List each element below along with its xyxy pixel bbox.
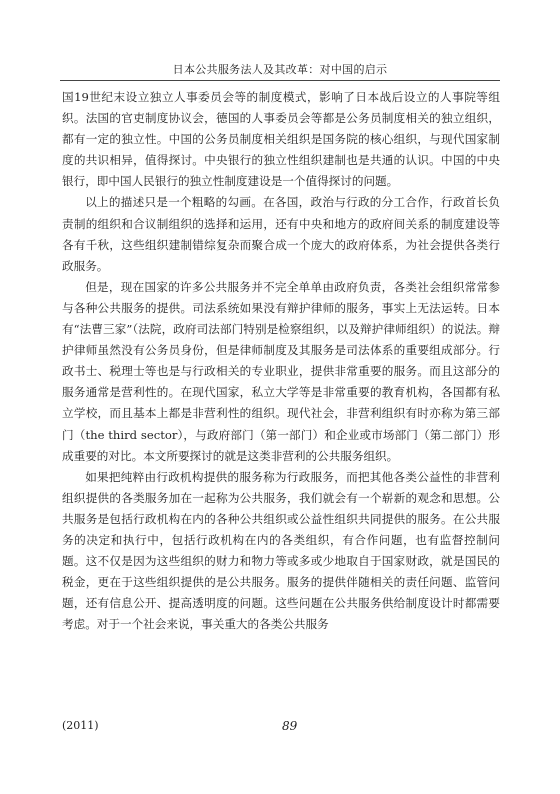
page-footer <box>62 718 500 734</box>
page-number: 89 <box>282 719 298 733</box>
paragraph-2: 以上的描述只是一个粗略的勾画。在各国，政治与行政的分工合作，行政首长负责制的组织和合议制组织的选择和运用，还有中央和地方的政府间关系的制度建设等各有千秋，这些组织建制错综复杂而聚合成一个庞大的政府体系，为社会提供各类行政服务。 <box>62 195 500 273</box>
paragraph-3: 但是，现在国家的许多公共服务并不完全单单由政府负责，各类社会组织常常参与各种公共服务的提供。司法系统如果没有辩护律师的服务，事实上无法运转。日本有“法曹三家”（法院，政府司法部门特别是检察组织，以及辩护律师组织）的说法。辩护律师虽然没有公务员身份，但是律师制度及其服务是司法体系的重要组成部分。行政书士、税理士等也是与行政相关的专业职业，提供非常重要的服务。而且这部分的服务通常是营利性的。在现代国家，私立大学等是非常重要的教育机构，各国都有私立学校，而且基本上都是非营利性的组织。现代社会，非营利组织有时亦称为第三部门（the third sector），与政府部门（第一部门）和企业或市场部门（第二部门）形成重要的对比。本文所要探讨的就是这类非营利的公共服务组织。 <box>62 279 500 463</box>
body-text <box>62 87 500 635</box>
footer-year: (2011) <box>62 719 99 732</box>
header-rule <box>60 80 500 81</box>
paragraph-1: 国19世纪末设立独立人事委员会等的制度模式，影响了日本战后设立的人事院等组织。法国的官吏制度协议会，德国的人事委员会等都是公务员制度相关的独立组织，都有一定的独立性。中国的公务员制度相关组织是国务院的核心组织，与现代国家制度的共识相异，值得探讨。中央银行的独立性组织建制也是共通的认识。中国的中央银行，即中国人民银行的独立性制度建设是一个值得探讨的问题。 <box>62 90 500 189</box>
paragraph-4: 如果把纯粹由行政机构提供的服务称为行政服务，而把其他各类公益性的非营利组织提供的各类服务加在一起称为公共服务，我们就会有一个崭新的观念和思想。公共服务是包括行政机构在内的各种公共组织或公益性组织共同提供的服务。在公共服务的决定和执行中，包括行政机构在内的各类组织，有合作问题，也有监督控制问题。这不仅是因为这些组织的财力和物力等或多或少地取自于国家财政，就是国民的税金，更在于这些组织提供的是公共服务。服务的提供伴随相关的责任问题、监管问题，还有信息公开、提高透明度的问题。这些问题在公共服务供给制度设计时都需要考虑。对于一个社会来说，事关重大的各类公共服务 <box>62 469 500 632</box>
running-header: 日本公共服务法人及其改革：对中国的启示 <box>172 63 388 76</box>
